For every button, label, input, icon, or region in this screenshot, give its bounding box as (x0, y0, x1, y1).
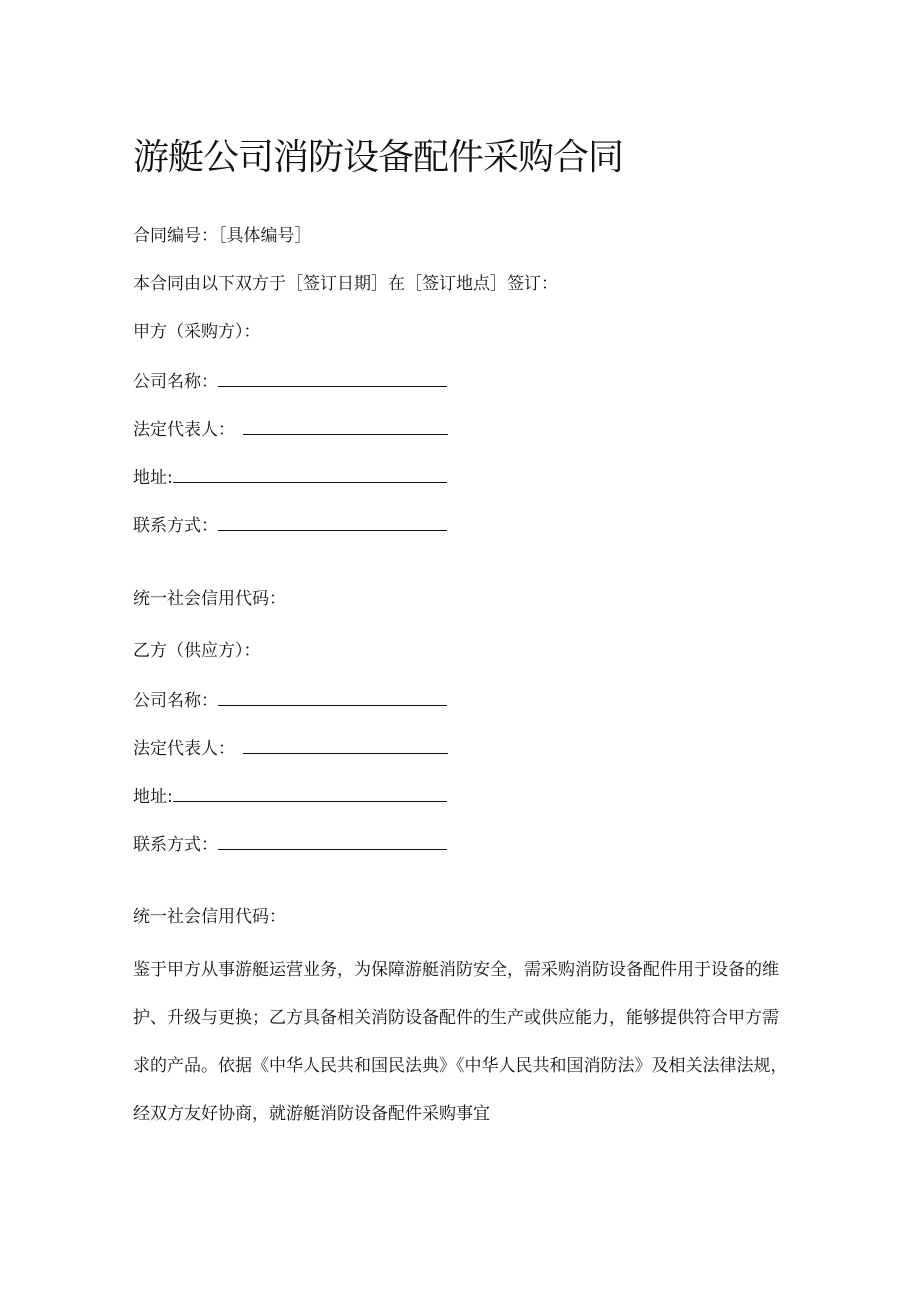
party-a-address-field[interactable] (173, 464, 447, 483)
party-b-contact-field[interactable] (218, 831, 447, 850)
party-a-heading: 甲方（采购方）： (133, 322, 261, 342)
party-b-heading: 乙方（供应方）： (133, 641, 261, 661)
party-a-company-row (133, 368, 447, 394)
contract-intro: 本合同由以下双方于［签订日期］在［签订地点］签订： (133, 274, 558, 294)
party-b-address-label: 地址: (133, 787, 173, 807)
party-b-contact-label: 联系方式： (133, 835, 218, 855)
party-a-company-label: 公司名称： (133, 372, 218, 392)
preamble-line: 护、升级与更换；乙方具备相关消防设备配件的生产或供应能力，能够提供符合甲方需 (133, 1008, 779, 1028)
party-a-rep-row (133, 416, 448, 442)
party-b-rep-row (133, 735, 448, 761)
party-b-company-field[interactable] (218, 687, 447, 706)
party-a-address-label: 地址: (133, 468, 173, 488)
party-b-company-row (133, 687, 447, 713)
party-a-company-field[interactable] (218, 368, 447, 387)
document-title: 游艇公司消防设备配件采购合同 (133, 137, 624, 178)
party-a-contact-row (133, 512, 447, 538)
party-a-credit-code: 统一社会信用代码： (133, 589, 286, 609)
party-a-rep-label: 法定代表人： (133, 420, 235, 440)
party-b-rep-label: 法定代表人： (133, 739, 235, 759)
party-a-contact-label: 联系方式： (133, 516, 218, 536)
party-b-contact-row (133, 831, 447, 857)
party-b-credit-code: 统一社会信用代码： (133, 907, 286, 927)
preamble-line: 经双方友好协商，就游艇消防设备配件采购事宜 (133, 1104, 490, 1124)
party-b-company-label: 公司名称： (133, 691, 218, 711)
party-a-contact-field[interactable] (218, 512, 447, 531)
party-b-rep-field[interactable] (243, 735, 448, 754)
contract-number: 合同编号：［具体编号］ (133, 226, 312, 246)
party-b-address-field[interactable] (173, 783, 447, 802)
preamble-line: 求的产品。依据《中华人民共和国民法典》《中华人民共和国消防法》及相关法律法规， (133, 1056, 788, 1076)
party-b-address-row (133, 783, 447, 809)
party-a-rep-field[interactable] (243, 416, 448, 435)
party-a-address-row (133, 464, 447, 490)
preamble-line: 鉴于甲方从事游艇运营业务，为保障游艇消防安全，需采购消防设备配件用于设备的维 (133, 960, 779, 980)
